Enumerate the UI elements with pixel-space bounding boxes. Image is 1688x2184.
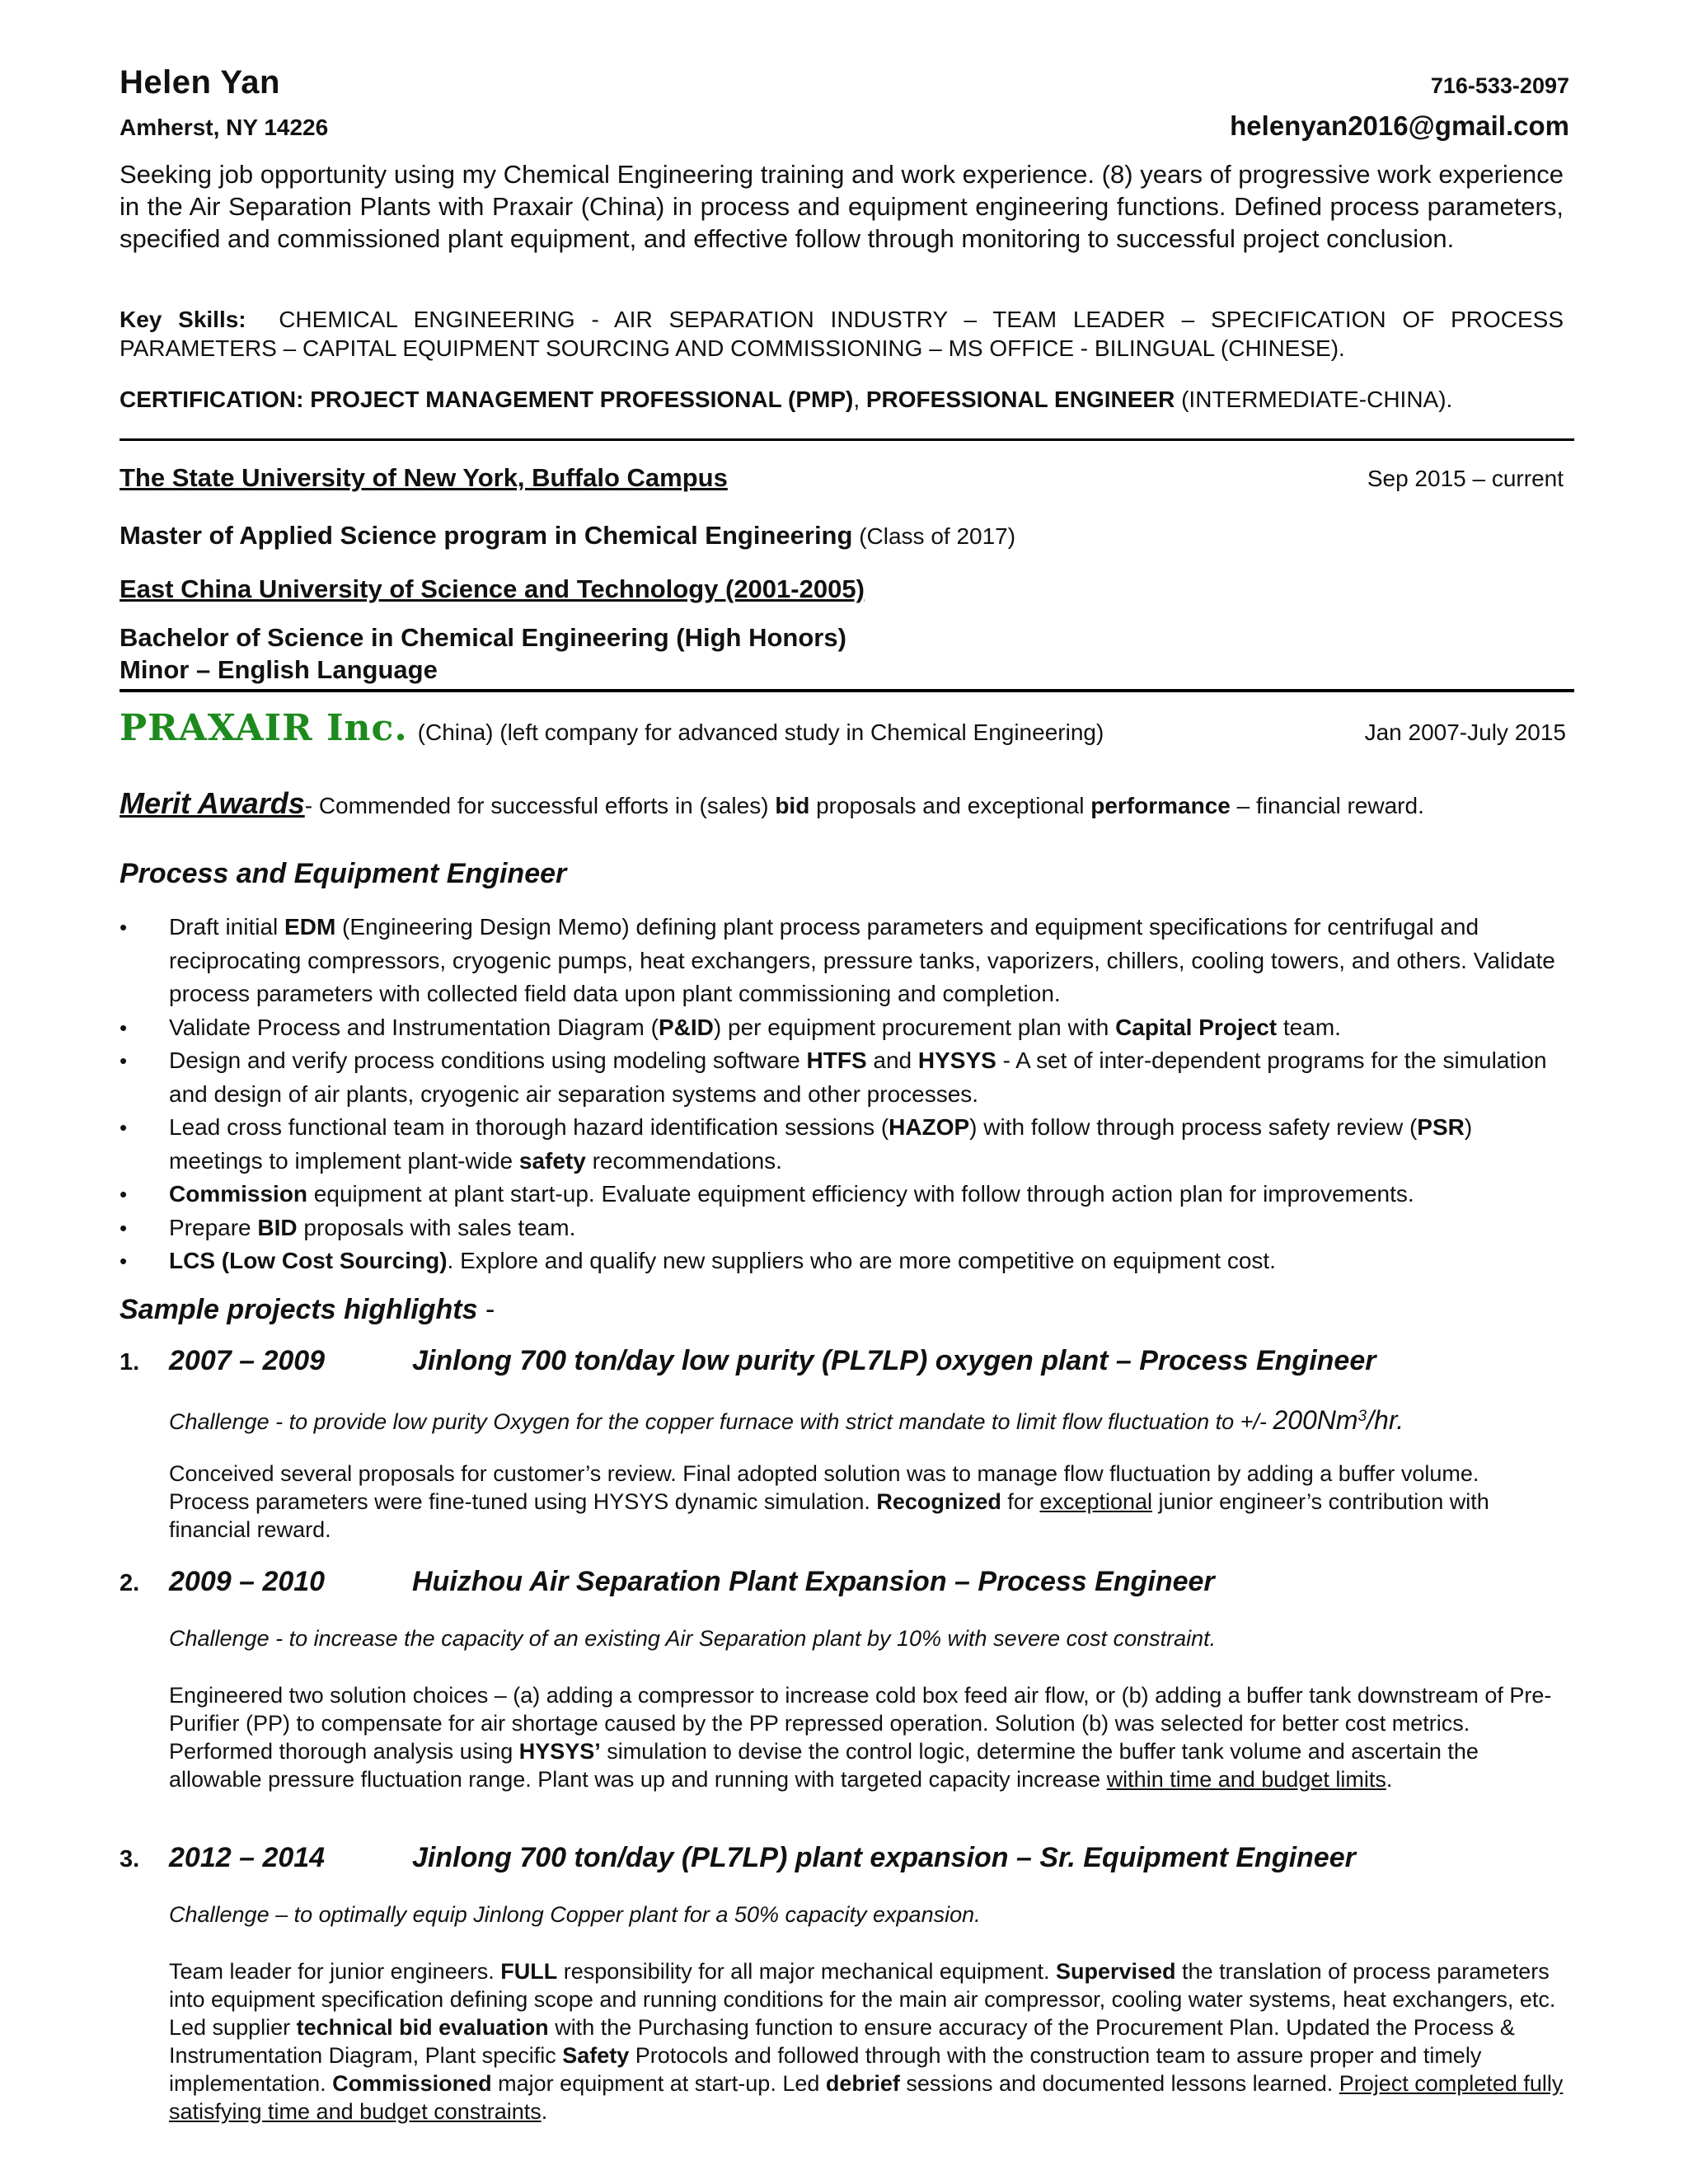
- merit-awards-title: Merit Awards: [120, 786, 305, 820]
- company-name: PRAXAIR Inc.: [120, 707, 408, 749]
- body-keyword: Recognized: [876, 1489, 1001, 1514]
- item-text: equipment at plant start-up. Evaluate equipment efficiency with follow through action plan for improvements.: [307, 1181, 1414, 1207]
- body-text: Protocols and followed through with the construction team to assure proper and timely implementation.: [169, 2043, 1482, 2096]
- project-2-years: 2009 – 2010: [169, 1566, 326, 1597]
- body-keyword: Commissioned: [332, 2071, 492, 2096]
- item-keyword: Commission: [169, 1181, 308, 1207]
- body-text: junior engineer’s contribution with financial reward.: [169, 1489, 1489, 1542]
- body-text: the translation of process parameters into equipment specification defining scope and running conditions for the main air compressor, cooling water systems, heat exchangers, etc. Led supplier: [169, 1959, 1556, 2040]
- body-underline: Project completed fully satisfying time and budget constraints: [169, 2071, 1564, 2124]
- body-text: for: [1001, 1489, 1040, 1514]
- body-keyword: technical bid evaluation: [296, 2015, 549, 2040]
- bullet-icon: •: [120, 1182, 128, 1207]
- merit-keyword: bid: [775, 793, 810, 818]
- item-text: (Engineering Design Memo) defining plant process parameters and equipment specifications for centrifugal and reciprocating compressors, cryogenic pumps, heat exchangers, pressure tanks, vaporizers, chillers, cooling towers, and others. Validate process parameters with collected field data upon plant commissioning and completion.: [169, 914, 1555, 1006]
- challenge-value: 200Nm: [1273, 1405, 1358, 1435]
- item-text: ) with follow through process safety review (: [969, 1114, 1418, 1140]
- list-item: [120, 1111, 1564, 1178]
- highlights-title: [120, 1294, 1564, 1326]
- degree-2: Bachelor of Science in Chemical Engineering (High Honors): [120, 623, 846, 652]
- list-item: [120, 1244, 1564, 1278]
- bullet-icon: •: [120, 1048, 128, 1073]
- list-item: [120, 1011, 1564, 1045]
- body-text: major equipment at start-up. Led: [491, 2071, 826, 2096]
- item-keyword: Capital Project: [1115, 1014, 1278, 1040]
- phone-number: 716-533-2097: [1430, 73, 1569, 98]
- education-row-1: [120, 463, 1564, 493]
- minor: Minor – English Language: [120, 655, 438, 684]
- bullet-icon: •: [120, 915, 128, 940]
- header-top-row: [120, 64, 1569, 101]
- item-text: Prepare: [169, 1214, 258, 1240]
- body-text: sessions and documented lessons learned.: [899, 2071, 1339, 2096]
- body-underline: within time and budget limits: [1106, 1767, 1386, 1792]
- summary: Seeking job opportunity using my Chemical Engineering training and work experience. (8) years of progressive work experience in the Air Separation Plants with Praxair (China) in process and equipment engineering functions. Defined process parameters, specified and commissioned plant equipment, and effective follow through monitoring to successful project conclusion.: [120, 160, 1564, 253]
- item-keyword: PSR: [1417, 1114, 1465, 1140]
- responsibilities-list: [120, 911, 1564, 1278]
- item-text: ) meetings to implement plant-wide: [169, 1114, 1473, 1174]
- list-item: [120, 1044, 1564, 1111]
- project-3-challenge: Challenge – to optimally equip Jinlong Copper plant for a 50% capacity expansion.: [169, 1902, 981, 1927]
- company-row: [120, 707, 1566, 749]
- body-text: with the Purchasing function to ensure accuracy of the Procurement Plan. Updated the Process & Instrumentation Diagram, Plant specific: [169, 2015, 1515, 2068]
- header-bottom-row: [120, 110, 1569, 142]
- body-text: Conceived several proposals for customer’s review. Final adopted solution was to manage flow fluctuation by adding a buffer volume. Process parameters were fine-tuned using HYSYS dynamic simulation.: [169, 1461, 1479, 1514]
- location: Amherst, NY 14226: [120, 115, 329, 140]
- project-1-title: Jinlong 700 ton/day low purity (PL7LP) oxygen plant – Process Engineer: [412, 1345, 1376, 1376]
- email-address: helenyan2016@gmail.com: [1230, 110, 1569, 141]
- role-title: Process and Equipment Engineer: [120, 858, 567, 889]
- item-text: ) per equipment procurement plan with: [713, 1014, 1116, 1040]
- key-skills-label: Key Skills:: [120, 307, 246, 332]
- project-2-title-row: [120, 1566, 1564, 1598]
- key-skills: [120, 305, 1564, 363]
- merit-text: - Commended for successful efforts in (sales): [304, 793, 776, 818]
- degree-1: [120, 519, 1564, 552]
- highlights-dash: -: [477, 1294, 495, 1325]
- project-2-title: Huizhou Air Separation Plant Expansion – Process Engineer: [412, 1566, 1215, 1597]
- item-keyword: HYSYS: [917, 1047, 996, 1073]
- key-skills-text: CHEMICAL ENGINEERING - AIR SEPARATION INDUSTRY – TEAM LEADER – SPECIFICATION OF PROCESS PARAMETERS – CAPITAL EQUIPMENT SOURCING AND COMMISSIONING – MS OFFICE - BILINGUAL (CHINESE).: [120, 307, 1564, 361]
- body-text: Engineered two solution choices – (a) adding a compressor to increase cold box feed air flow, or (b) adding a buffer tank downstream of Pre-Purifier (PP) to compensate for air shortage caused by the PP repressed operation. Solution (b) was selected for better cost metrics. Performed thorough analysis using: [169, 1683, 1552, 1764]
- company-note: (China) (left company for advanced study in Chemical Engineering): [417, 719, 1104, 745]
- project-1-years: 2007 – 2009: [169, 1345, 326, 1376]
- candidate-name: Helen Yan: [120, 64, 280, 101]
- list-item: [120, 1178, 1564, 1212]
- certification-separator: ,: [853, 387, 866, 412]
- item-text: . Explore and qualify new suppliers who are more competitive on equipment cost.: [447, 1248, 1276, 1273]
- certification-pe-note: (INTERMEDIATE-CHINA).: [1175, 387, 1453, 412]
- challenge-superscript: 3: [1357, 1408, 1367, 1425]
- bullet-icon: •: [120, 1115, 128, 1140]
- degree-1-note: (Class of 2017): [852, 523, 1016, 549]
- item-keyword: safety: [518, 1147, 586, 1174]
- item-keyword: P&ID: [659, 1014, 714, 1040]
- bullet-icon: •: [120, 1249, 128, 1273]
- body-text: .: [541, 2099, 548, 2124]
- degree-1-title: Master of Applied Science program in Chemical Engineering: [120, 521, 853, 550]
- project-3-title: Jinlong 700 ton/day (PL7LP) plant expansion – Sr. Equipment Engineer: [412, 1842, 1356, 1873]
- certification: [120, 385, 1564, 414]
- item-text: recommendations.: [585, 1147, 782, 1174]
- body-text: simulation to devise the control logic, determine the buffer tank volume and ascertain the allowable pressure fluctuation range. Plant was up and running with targeted capacity increase: [169, 1739, 1479, 1792]
- highlights-title-text: Sample projects highlights: [120, 1294, 478, 1325]
- project-1-number: 1.: [120, 1349, 140, 1376]
- project-3-title-row: [120, 1842, 1564, 1874]
- project-2-body: [169, 1681, 1564, 1793]
- education-row-2: [120, 574, 1564, 604]
- body-underline: exceptional: [1039, 1489, 1153, 1514]
- project-2-number: 2.: [120, 1570, 140, 1596]
- list-item: [120, 911, 1564, 1011]
- project-3-body: [169, 1957, 1564, 2125]
- item-text: and: [866, 1047, 918, 1073]
- certification-pe: PROFESSIONAL ENGINEER: [865, 387, 1175, 412]
- list-item: [120, 1212, 1564, 1245]
- merit-text: proposals and exceptional: [809, 793, 1091, 818]
- challenge-text: Challenge - to provide low purity Oxygen for the copper furnace with strict mandate to limit flow fluctuation to +/-: [169, 1409, 1273, 1434]
- school-1: The State University of New York, Buffalo Campus: [120, 463, 728, 492]
- body-keyword: HYSYS’: [518, 1739, 601, 1764]
- section-divider-2: [120, 689, 1574, 692]
- item-text: proposals with sales team.: [297, 1214, 576, 1240]
- project-2-challenge: Challenge - to increase the capacity of an existing Air Separation plant by 10% with severe cost constraint.: [169, 1626, 1217, 1651]
- item-keyword: LCS (Low Cost Sourcing): [169, 1248, 448, 1273]
- item-keyword: HAZOP: [889, 1114, 970, 1140]
- project-3-years: 2012 – 2014: [169, 1842, 326, 1873]
- item-keyword: EDM: [284, 914, 336, 940]
- bullet-icon: •: [120, 1015, 128, 1040]
- project-1-title-row: [120, 1345, 1564, 1377]
- school-2: East China University of Science and Technology (2001-2005): [120, 574, 865, 603]
- item-text: Validate Process and Instrumentation Diagram (: [169, 1014, 659, 1040]
- item-text: Lead cross functional team in thorough hazard identification sessions (: [169, 1114, 889, 1140]
- body-text: .: [1386, 1767, 1393, 1792]
- company-dates: Jan 2007-July 2015: [1364, 719, 1566, 745]
- merit-awards: [120, 786, 1564, 821]
- challenge-unit: /hr.: [1367, 1405, 1404, 1435]
- merit-keyword: performance: [1090, 793, 1231, 818]
- certification-pmp: CERTIFICATION: PROJECT MANAGEMENT PROFESSIONAL (PMP): [120, 387, 854, 412]
- item-keyword: BID: [257, 1214, 298, 1240]
- body-text: Team leader for junior engineers.: [169, 1959, 501, 1984]
- section-divider: [120, 438, 1574, 441]
- item-text: Design and verify process conditions using modeling software: [169, 1047, 807, 1073]
- school-1-dates: Sep 2015 – current: [1367, 466, 1564, 491]
- project-3-number: 3.: [120, 1846, 140, 1872]
- bullet-icon: •: [120, 1215, 128, 1240]
- item-text: team.: [1277, 1014, 1341, 1040]
- item-keyword: HTFS: [806, 1047, 867, 1073]
- item-text: Draft initial: [169, 914, 285, 940]
- item-text: - A set of inter-dependent programs for the simulation and design of air plants, cryogenic air separation systems and other processes.: [169, 1047, 1547, 1107]
- project-1-challenge: [169, 1405, 1570, 1436]
- body-keyword: Safety: [562, 2043, 630, 2068]
- body-text: responsibility for all major mechanical equipment.: [557, 1959, 1056, 1984]
- merit-text: – financial reward.: [1230, 793, 1424, 818]
- body-keyword: FULL: [500, 1959, 558, 1984]
- project-1-body: [169, 1460, 1564, 1544]
- body-keyword: debrief: [825, 2071, 900, 2096]
- body-keyword: Supervised: [1055, 1959, 1176, 1984]
